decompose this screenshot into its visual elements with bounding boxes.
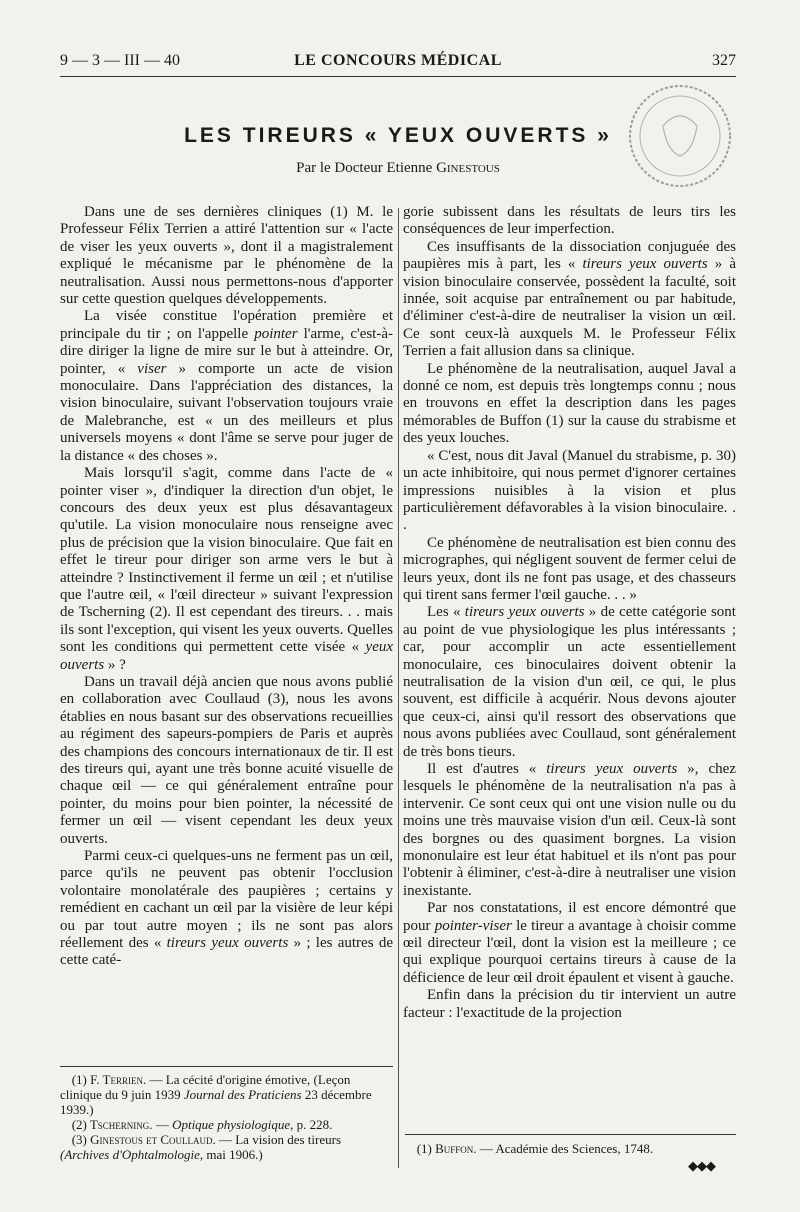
paragraph: La visée constitue l'opération première et principale du tir ; on l'appelle pointer l'arme, c'est-à-dire diriger la ligne de mire sur le but à atteindre. Or, pointer, « viser » comporte un acte de vision monoculaire. Dans l'appréciation des distances, la vision binoculaire, suivant l'observation toujours vraie de Malebranche, est « un des meilleurs et plus universels moyens « dont l'âme se serve pour juger de la distance « des choses ». — [60, 308, 394, 464]
article-title: LES TIREURS « YEUX OUVERTS » — [184, 124, 612, 147]
paragraph: gorie subissent dans les résultats de leurs tirs les conséquences de leur imperfection. — [403, 204, 736, 238]
paragraph: Dans un travail déjà ancien que nous avons publié en collaboration avec Coullaud (3), nous les avons établies en nous basant sur des observations recueillies au régiment des sapeurs-pompiers de Paris et auprès des champions des concours internationaux de tir. Il est des tireurs qui, ayant une très bonne acuité visuelle de chaque œil — ce qui généralement entraîne pour pointer, du moins pour bien pointer, la nécessité de fermer un œil — visent cependant les deux yeux ouverts. — [60, 673, 393, 847]
emphasis: tireurs yeux ouverts — [546, 761, 678, 777]
footnote: (2) Tscherning. — Optique physiologique, p. 228. — [71, 1117, 333, 1132]
paragraph: Mais lorsqu'il s'agit, comme dans l'acte de « pointer viser », d'indiquer la direction d'un objet, le concours des deux yeux est plus désavantageux qu'utile. La vision monoculaire nous renseigne avec plus de précision que la vision binoculaire. Que fait en effet le tireur pour diriger son arme vers le but à atteindre ? Instinctivement il ferme un œil ; et n'utilise que l'autre œil, « l'œil directeur » suivant l'expression de Tscherning (2). Il est cependant des tireurs. . . mais ils sont l'exception, qui visent les yeux ouverts. Quelles sont les conditions qui permettent cette visée « yeux ouverts » ? — [60, 465, 394, 673]
paragraph: Ces insuffisants de la dissociation conjuguée des paupières mis à part, les « tireurs yeux ouverts » à vision binoculaire conservée, possèdent la faculté, soit innée, soit acquise par entraînement ou par habitude, d'éliminer c'est-à-dire de neutraliser la vision un œil. Ce sont ceux-là auxquels M. le Professeur Félix Terrien a fait allusion dans sa clinique. — [403, 238, 736, 360]
emphasis: tireurs yeux ouverts — [166, 935, 289, 952]
paragraph: « C'est, nous dit Javal (Manuel du strabisme, p. 30) un acte inhibitoire, qui nous permet d'ignorer certaines impressions nuisibles à la vision et plus particulièrement défavorables à la vision binoculaire. . . — [403, 447, 736, 534]
emphasis: pointer-viser — [434, 917, 512, 934]
paragraph: Enfin dans la précision du tir intervient un autre facteur : l'exactitude de la projection — [403, 987, 736, 1021]
running-header — [60, 52, 736, 74]
author-name: Ginestous — [436, 160, 500, 176]
footnotes-right — [405, 1141, 736, 1156]
issue-date: 9 — 3 — III — 40 — [60, 52, 180, 69]
paragraph: Dans une de ses dernières cliniques (1) M. le Professeur Félix Terrien a attiré l'attention sur « l'acte de viser les yeux ouverts », dont il a magistralement expliqué le mécanisme par le phénomène de la neutralisation. Aussi nous permettons-nous d'apporter sur cette question quelques développements. — [60, 204, 393, 308]
paragraph: Les « tireurs yeux ouverts » de cette catégorie sont au point de vue physiologique les plus intéressants ; car, pour accomplir un acte essentiellement monoculaire, ces binoculaires doivent obtenir la neutralisation de la vision d'un œil, ce qui, le plus souvent, est difficile à acquérir. Nous devons ajouter que ceux-ci, ainsi qu'il ressort des observations que nous avons publiées avec Coullaud, sont généralement de très bons tieurs. — [403, 604, 736, 760]
article-byline — [60, 160, 736, 177]
emphasis: tireurs yeux ouverts — [464, 604, 585, 621]
emphasis: pointer — [254, 325, 298, 342]
footnote-rule-right — [405, 1134, 736, 1135]
emphasis: tireurs yeux ouverts — [582, 256, 708, 273]
journal-title: LE CONCOURS MÉDICAL — [294, 52, 502, 69]
footnote: (1) F. Terrien. — La cécité d'origine émotive, (Leçon clinique du 9 juin 1939 Journal des Praticiens 23 décembre 1939.) — [60, 1072, 372, 1117]
emphasis: yeux ouverts — [60, 639, 394, 673]
paragraph: Ce phénomène de neutralisation est bien connu des micrographes, qui négligent souvent de fermer celui de leurs yeux, dont ils ne font pas usage, et des chasseurs qui tirent sans fermer l'œil gauche. . . » — [403, 534, 736, 603]
footnote: (3) Ginestous et Coullaud. — La vision des tireurs (Archives d'Ophtalmologie, mai 1906.) — [60, 1132, 342, 1162]
footnotes-left — [60, 1072, 393, 1162]
footnote: (1) Buffon. — Académie des Sciences, 1748. — [416, 1141, 654, 1156]
left-column — [60, 204, 393, 970]
page-number: 327 — [712, 52, 736, 69]
paragraph: Par nos constatations, il est encore démontré que pour pointer-viser le tireur a avantage à choisir comme œil directeur l'œil, dont la vision est la meilleure ; ce qui explique pourquoi certains tireurs à cause de la déficience de leur œil droit épaulent et visent à gauche. — [403, 900, 737, 986]
byline-prefix: Par le Docteur Etienne — [296, 160, 433, 176]
emphasis: viser — [137, 360, 167, 377]
paragraph: Le phénomène de la neutralisation, auquel Javal a donné ce nom, est depuis très longtemps connu ; nous en trouvons en effet la description dans les pages mémorables de Buffon (1) sur la cause du strabisme et des yeux louches. — [403, 360, 736, 447]
column-divider — [398, 208, 399, 1168]
right-column — [403, 204, 736, 1022]
footnote-rule-left — [60, 1066, 393, 1067]
paragraph: Parmi ceux-ci quelques-uns ne ferment pas un œil, parce qu'ils ne peuvent pas obtenir l'occlusion volontaire monolatérale des paupières ; certains y remédient en cachant un œil par la visière de leur képi ou par tout autre moyen ; ils ne sont pas alors réellement des « tireurs yeux ouverts » ; les autres de cette caté- — [60, 848, 393, 969]
paragraph: Il est d'autres « tireurs yeux ouverts », chez lesquels le phénomène de la neutralisation n'a pas à intervenir. Ce sont ceux qui ont une vision nulle ou du moins une très mauvaise vision d'un œil. Ceux-là sont des borgnes ou des quasiment borgnes. La vision mononulaire est leur état habituel et ils n'ont pas pour l'obtenir à éliminer, c'est-à-dire à neutraliser une vision inexistante. — [403, 761, 736, 899]
end-ornament: ◆◆◆ — [688, 1158, 715, 1173]
